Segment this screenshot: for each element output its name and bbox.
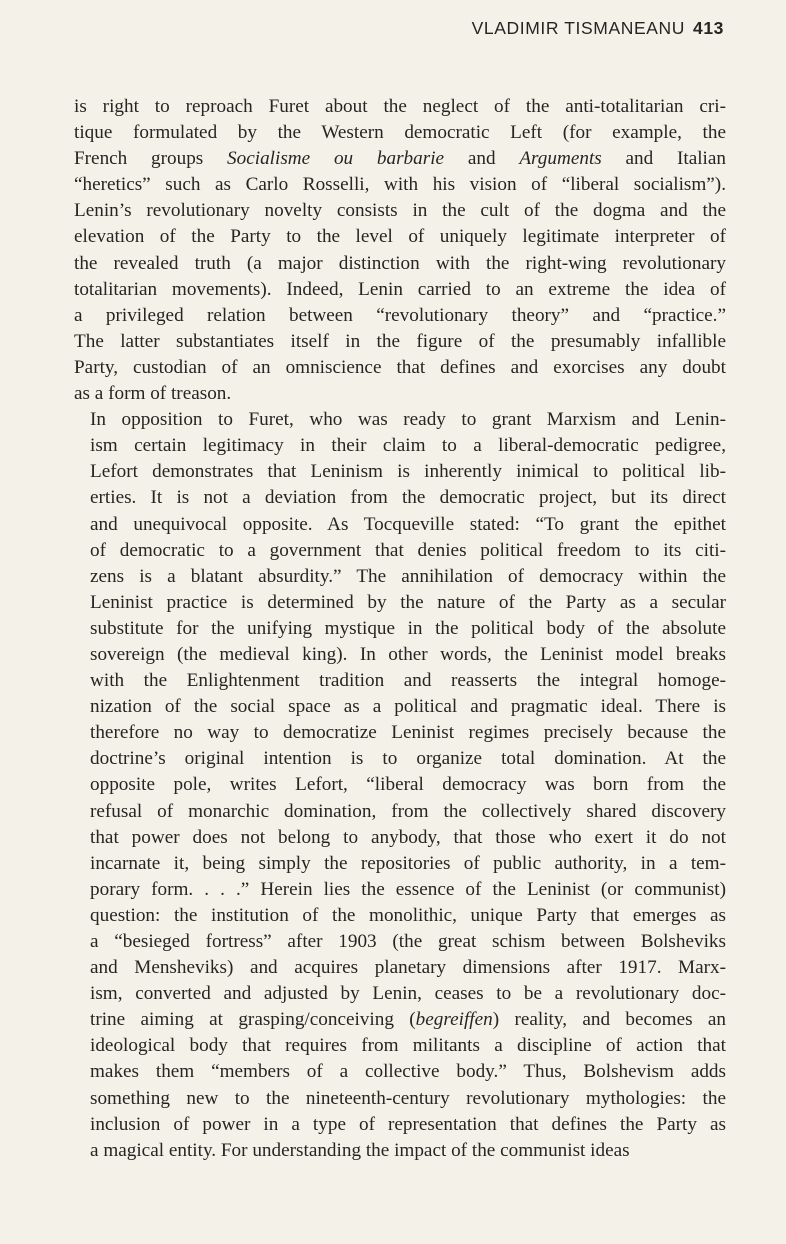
running-head [472, 18, 724, 39]
text-line: the revealed truth (a major distinction with the right-wing revolutionary [74, 252, 726, 274]
text-line: ism, converted and adjusted by Lenin, ceases to be a revolutionary doc- [90, 983, 726, 1005]
body-text [74, 94, 726, 1164]
page-number: 413 [693, 18, 724, 38]
text-line: erties. It is not a deviation from the democratic project, but its direct [90, 487, 726, 509]
text-line: a magical entity. For understanding the impact of the communist ideas [90, 1139, 630, 1161]
text-line: a privileged relation between “revolutionary theory” and “practice.” [74, 304, 726, 326]
text-line: opposite pole, writes Lefort, “liberal democracy was born from the [90, 774, 726, 796]
paragraph [74, 94, 726, 407]
text-line: totalitarian movements). Indeed, Lenin carried to an extreme the idea of [74, 278, 726, 300]
text-line: that power does not belong to anybody, that those who exert it do not [90, 826, 726, 848]
text-line: elevation of the Party to the level of uniquely legitimate interpreter of [74, 226, 726, 248]
text-line: zens is a blatant absurdity.” The annihilation of democracy within the [90, 565, 726, 587]
text-line: Lefort demonstrates that Leninism is inherently inimical to political lib- [90, 461, 726, 483]
text-line: French groups Socialisme ou barbarie and Arguments and Italian [74, 148, 726, 170]
text-line: as a form of treason. [74, 383, 232, 405]
text-line: Leninist practice is determined by the nature of the Party as a secular [90, 591, 726, 613]
text-line: “heretics” such as Carlo Rosselli, with his vision of “liberal socialism”). [74, 174, 726, 196]
text-line: of democratic to a government that denies political freedom to its citi- [90, 539, 726, 561]
text-line: refusal of monarchic domination, from the collectively shared discovery [90, 800, 726, 822]
text-line: trine aiming at grasping/conceiving (begreiffen) reality, and becomes an [90, 1009, 726, 1031]
text-line: makes them “members of a collective body.” Thus, Bolshevism adds [90, 1061, 726, 1083]
text-line: a “besieged fortress” after 1903 (the great schism between Bolsheviks [90, 931, 726, 952]
text-line: The latter substantiates itself in the figure of the presumably infallible [74, 330, 726, 352]
text-line: and unequivocal opposite. As Tocqueville stated: “To grant the epithet [90, 513, 726, 535]
text-line: ism certain legitimacy in their claim to a liberal-democratic pedigree, [90, 435, 726, 457]
text-line: sovereign (the medieval king). In other words, the Leninist model breaks [90, 643, 726, 665]
text-line: porary form. . . .” Herein lies the essence of the Leninist (or communist) [90, 878, 726, 900]
paragraph [74, 407, 726, 1164]
text-line: something new to the nineteenth-century revolutionary mythologies: the [90, 1087, 726, 1109]
text-line: with the Enlightenment tradition and reasserts the integral homoge- [90, 670, 726, 692]
text-line: incarnate it, being simply the repositories of public authority, in a tem- [90, 852, 726, 874]
text-line: inclusion of power in a type of representation that defines the Party as [90, 1113, 726, 1135]
text-line: doctrine’s original intention is to organize total domination. At the [90, 748, 726, 770]
text-line: therefore no way to democratize Leninist regimes precisely because the [90, 722, 726, 744]
text-line: nization of the social space as a political and pragmatic ideal. There is [90, 696, 726, 718]
text-line: substitute for the unifying mystique in the political body of the absolute [90, 617, 726, 639]
running-head-author: VLADIMIR TISMANEANU [471, 18, 685, 38]
text-line: is right to reproach Furet about the neglect of the anti-totalitarian cri- [74, 96, 726, 117]
text-line: Lenin’s revolutionary novelty consists in the cult of the dogma and the [74, 200, 726, 222]
text-line: question: the institution of the monolithic, unique Party that emerges as [90, 904, 726, 926]
text-line: Party, custodian of an omniscience that defines and exorcises any doubt [74, 356, 726, 378]
text-line: tique formulated by the Western democratic Left (for example, the [74, 122, 726, 144]
text-line: ideological body that requires from militants a discipline of action that [90, 1035, 726, 1057]
text-line: In opposition to Furet, who was ready to grant Marxism and Lenin- [90, 409, 726, 431]
text-line: and Mensheviks) and acquires planetary dimensions after 1917. Marx- [90, 957, 726, 979]
